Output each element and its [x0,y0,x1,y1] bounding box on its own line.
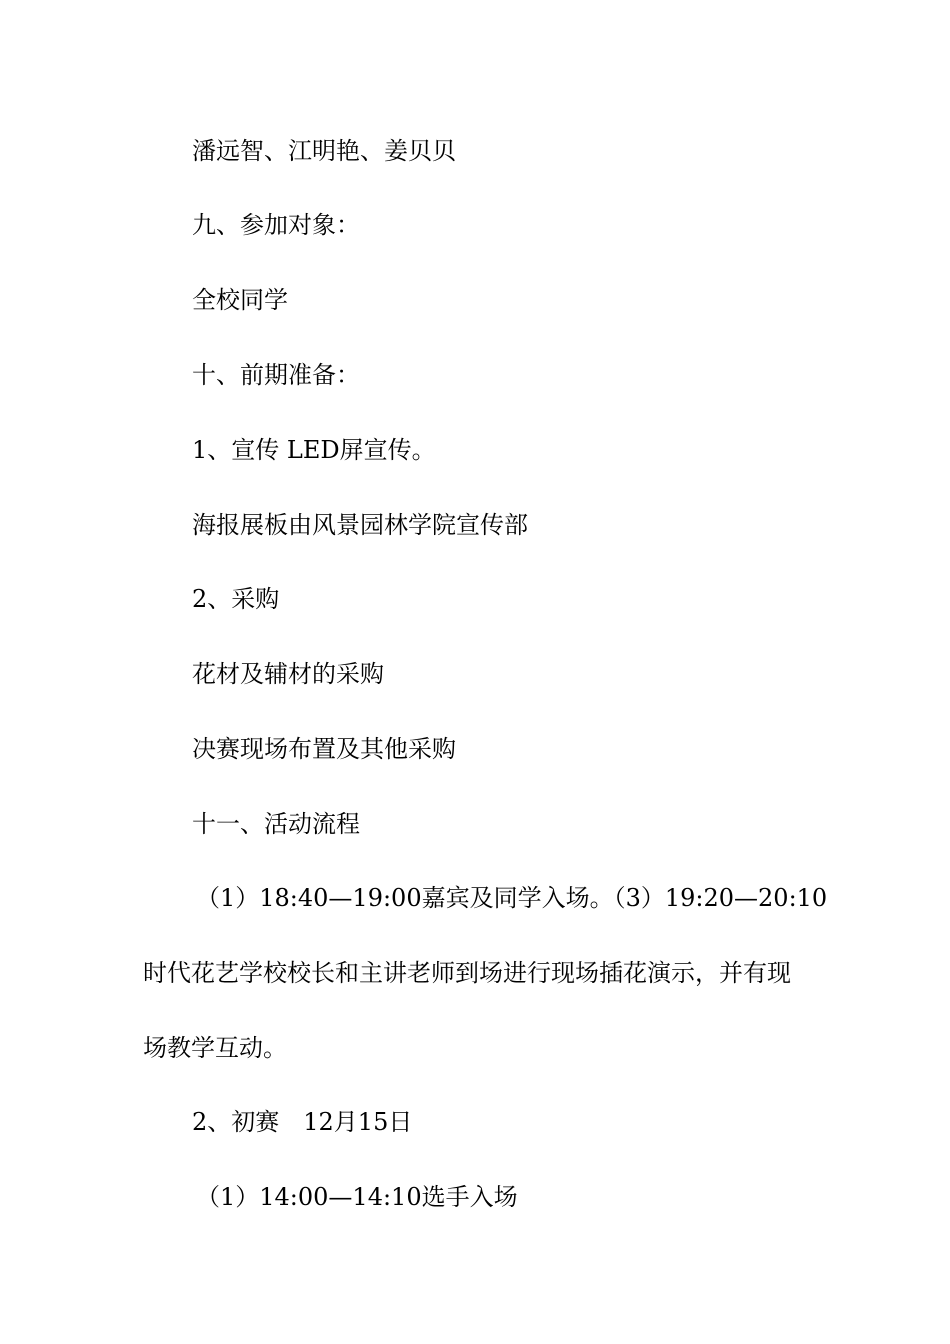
schedule-paragraph-line-3: 场教学互动。 [143,1034,287,1062]
schedule-paragraph-line-1: （1）18:40—19:00嘉宾及同学入场。（3）19:20—20:10 [196,884,828,912]
section-heading-schedule: 十一、活动流程 [192,810,360,838]
prep-purchase-flowers: 花材及辅材的采购 [192,660,384,688]
preliminary-round-heading: 2、初赛 12月15日 [192,1108,413,1136]
preliminary-item-1: （1）14:00—14:10选手入场 [196,1183,518,1211]
prep-item-publicity: 1、宣传 LED屏宣传。 [192,436,436,464]
section-heading-preparation: 十、前期准备： [192,361,360,389]
section-heading-participants: 九、参加对象： [192,211,360,239]
participants-text: 全校同学 [192,286,288,314]
judges-names: 潘远智、江明艳、姜贝贝 [192,137,456,165]
prep-publicity-detail: 海报展板由风景园林学院宣传部 [192,511,528,539]
prep-item-purchase: 2、采购 [192,585,280,613]
schedule-paragraph-line-2: 时代花艺学校校长和主讲老师到场进行现场插花演示，并有现 [143,959,791,987]
prep-purchase-venue: 决赛现场布置及其他采购 [192,735,456,763]
